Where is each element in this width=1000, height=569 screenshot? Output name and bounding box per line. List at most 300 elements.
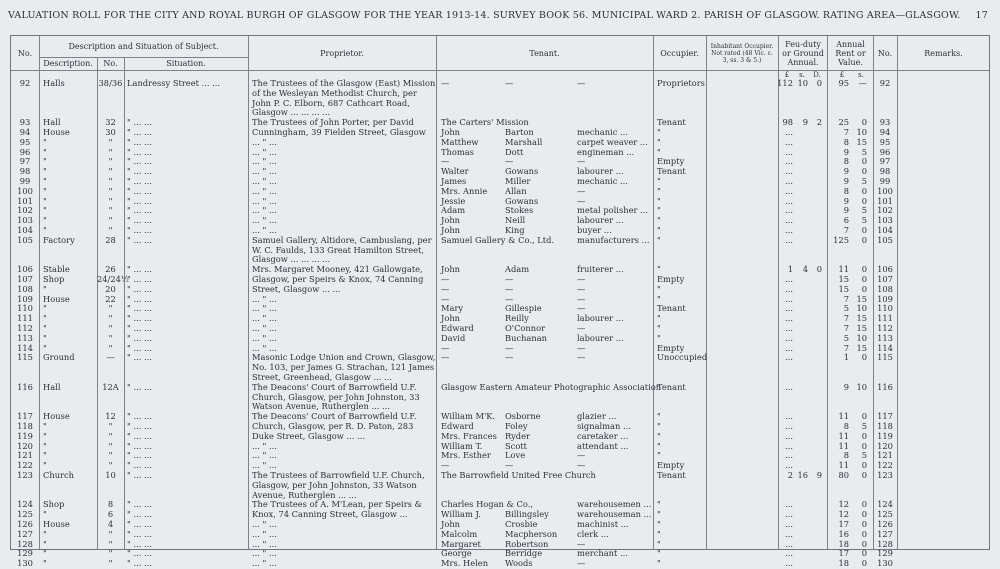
row-rent-shillings: 0 [861,156,867,167]
row-tenant-surname: Crosbie [505,519,538,529]
row-situation: " ... ... [127,225,152,235]
row-occupier: " [657,225,661,235]
row-feu-pounds: ... [785,558,793,569]
row-number: 107 [17,274,33,284]
row-proprietor-line: Street, Greenhead, Glasgow ... ... [252,372,392,382]
row-rent-shillings: 15 [856,323,867,333]
row-proprietor-line: Knox, 74 Canning Street, Glasgow ... [252,509,408,520]
row-description: Shop [43,499,65,510]
row-proprietor-line: ... " ... [252,460,277,471]
row-street-number: 22 [105,293,116,304]
row-rent-shillings: 0 [861,264,867,275]
row-rent-pounds: 11 [838,440,849,451]
row-number-right: 94 [879,127,891,137]
row-number: 112 [17,323,33,333]
row-number-right: 127 [877,528,893,539]
row-street-number: 12A [102,381,119,392]
row-proprietor-line: The Deacons' Court of Barrowfield U.F. [252,411,417,422]
row-tenant-occupation: manufacturers ... [577,234,650,245]
row-proprietor-line: ... " ... [252,205,277,216]
row-occupier: " [657,509,661,520]
row-number: 99 [19,176,31,186]
row-situation: " ... ... [127,313,152,324]
row-street-number: 30 [105,127,116,137]
row-feu-pounds: ... [785,313,793,324]
row-tenant-surname: Neill [505,215,526,226]
row-street-number: " [108,440,113,451]
row-proprietor-line: W. C. Faulds, 133 Great Hamilton Street, [252,244,424,255]
row-situation: " ... ... [127,146,152,157]
column-divider [124,57,125,549]
row-feu-pounds: ... [785,450,793,461]
row-feu-pounds: 2 [787,470,793,480]
row-proprietor-line: ... " ... [252,215,277,226]
row-situation: " ... ... [127,156,152,167]
row-occupier: " [657,411,661,422]
row-tenant-occupation: — [577,78,586,88]
row-description: " [43,509,47,520]
row-situation: " ... ... [127,421,152,431]
row-proprietor-line: Glasgow ... ... ... ... [252,254,331,265]
row-proprietor-line: ... " ... [252,323,277,333]
row-description: " [43,156,47,167]
row-rent-pounds: 9 [843,381,849,392]
row-tenant-name: Mrs. Helen [441,558,489,569]
currency-pence: D. [813,71,821,79]
row-feu-pence: 2 [816,117,822,128]
row-street-number: " [108,205,113,216]
row-feu-pounds: ... [785,509,793,520]
row-rent-shillings: 0 [861,548,867,559]
row-proprietor-line: ... " ... [252,136,277,147]
row-occupier: Empty [657,460,685,471]
row-tenant-name: Adam [441,205,466,216]
row-tenant-name: Samuel Gallery & Co., Ltd. [441,234,555,245]
row-street-number: 20 [105,283,116,294]
row-tenant-occupation: metal polisher ... [577,205,648,216]
row-proprietor-line: ... " ... [252,195,277,206]
row-description: " [43,205,47,216]
row-description: " [43,440,47,451]
row-occupier: " [657,127,661,137]
row-description: " [43,430,47,441]
row-number: 95 [19,136,31,147]
row-rent-pounds: 9 [843,176,849,186]
row-number: 109 [17,293,33,304]
currency-pounds: £ [784,71,790,79]
row-rent-shillings: 15 [856,342,867,353]
header-number: No. [103,59,118,68]
row-rent-pounds: 9 [843,146,849,157]
row-street-number: 32 [105,117,116,128]
row-proprietor-line: Samuel Gallery, Altidore, Cambuslang, per [252,234,432,245]
row-tenant-name: — [441,293,450,304]
row-situation: " ... ... [127,342,152,353]
row-description: " [43,538,47,549]
row-description: " [43,528,47,539]
row-number: 108 [17,283,33,294]
row-feu-shillings: 10 [797,78,808,88]
row-street-number: 24/24½ [97,274,129,284]
row-number: 123 [17,470,33,480]
row-tenant-name: John [441,519,461,529]
row-number: 120 [17,440,33,451]
row-rent-pounds: 125 [833,234,849,245]
row-rent-pounds: 8 [843,185,849,196]
row-rent-pounds: 11 [838,411,849,422]
row-number-right: 121 [877,450,893,461]
row-tenant-surname: Osborne [505,411,541,422]
row-tenant-occupation: — [577,156,586,167]
row-number: 114 [17,342,33,353]
row-description: " [43,421,47,431]
row-number: 103 [17,215,33,226]
row-situation: " ... ... [127,499,152,510]
row-description: " [43,185,47,196]
row-tenant-occupation: — [577,274,586,284]
row-tenant-name: Jessie [441,195,466,206]
row-tenant-surname: Reilly [505,313,529,324]
row-feu-shillings: 9 [802,117,808,128]
row-description: Stable [43,264,70,275]
row-tenant-occupation: labourer ... [577,332,624,343]
header-remarks: Remarks. [924,48,963,58]
row-occupier: Tenant [657,470,686,480]
row-proprietor-line: The Trustees of the Glasgow (East) Mission [252,78,436,88]
row-tenant-occupation: signalman ... [577,421,631,431]
row-occupier: Empty [657,156,685,167]
row-number: 110 [17,303,33,314]
row-occupier: " [657,283,661,294]
row-proprietor-line: ... " ... [252,440,277,451]
row-description: " [43,548,47,559]
row-rent-pounds: 7 [843,293,849,304]
row-tenant-name: — [441,78,450,88]
row-number-right: 118 [877,421,893,431]
row-tenant-surname: Gowans [505,195,539,206]
row-rent-pounds: 7 [843,313,849,324]
row-tenant-name: The Carters' Mission [441,117,529,128]
row-number-right: 115 [877,352,893,363]
header-description: Description. [43,59,93,68]
row-number-right: 110 [877,303,893,314]
currency-shillings: s. [858,71,864,79]
row-description: " [43,166,47,177]
row-proprietor-line: ... " ... [252,176,277,186]
row-proprietor-line: ... " ... [252,303,277,314]
row-description: House [43,411,70,422]
row-rent-shillings: 0 [861,274,867,284]
row-occupier: " [657,205,661,216]
row-number-right: 100 [877,185,893,196]
row-street-number: " [108,460,113,471]
row-street-number: " [108,548,113,559]
row-rent-pounds: 15 [838,274,849,284]
row-tenant-name: Margaret [441,538,481,549]
row-feu-pounds: ... [785,519,793,529]
row-situation: " ... ... [127,450,152,461]
row-number: 98 [19,166,31,177]
row-street-number: " [108,225,113,235]
row-occupier: " [657,440,661,451]
row-rent-shillings: 10 [856,332,867,343]
row-tenant-occupation: labourer ... [577,215,624,226]
row-description: Church [43,470,74,480]
row-tenant-surname: Barton [505,127,534,137]
row-occupier: Tenant [657,381,686,392]
valuation-table [10,35,990,569]
row-proprietor-line: ... " ... [252,166,277,177]
row-proprietor-line: The Trustees of A. M'Lean, per Speirs & [252,499,422,510]
row-proprietor-line: Cunningham, 39 Fielden Street, Glasgow [252,127,426,137]
row-situation: " ... ... [127,411,152,422]
row-street-number: 6 [107,509,114,520]
row-occupier: " [657,234,661,245]
row-number-right: 109 [877,293,893,304]
row-rent-shillings: 0 [861,117,867,128]
row-tenant-name: Mrs. Annie [441,185,488,196]
row-tenant-name: Mary [441,303,464,314]
row-tenant-surname: Billingsley [505,509,549,520]
row-number: 102 [17,205,33,216]
row-number-right: 104 [877,225,893,235]
row-situation: " ... ... [127,440,152,451]
row-tenant-name: William T. [441,440,483,451]
row-tenant-occupation: warehouseman ... [577,509,652,520]
row-description: " [43,215,47,226]
row-tenant-name: William J. [441,509,481,520]
row-rent-pounds: 12 [838,509,849,520]
row-number: 106 [17,264,33,275]
row-situation: " ... ... [127,470,152,480]
row-number-right: 116 [877,381,893,392]
row-number: 125 [17,509,33,520]
row-occupier: " [657,421,661,431]
row-tenant-occupation: — [577,342,586,353]
row-description: House [43,127,70,137]
row-tenant-name: Mrs. Esther [441,450,491,461]
row-street-number: " [108,421,113,431]
row-tenant-occupation: — [577,293,586,304]
row-proprietor-line: ... " ... [252,185,277,196]
row-rent-shillings: 15 [856,136,867,147]
row-tenant-name: The Barrowfield United Free Church [441,470,596,480]
row-feu-pounds: 112 [777,78,793,88]
row-feu-pounds: ... [785,205,793,216]
row-rent-shillings: 0 [861,195,867,206]
row-number-right: 97 [879,156,891,167]
row-proprietor-line: Avenue, Rutherglen ... ... [252,489,357,500]
row-tenant-occupation: machinist ... [577,519,629,529]
row-feu-pounds: ... [785,430,793,441]
row-occupier: " [657,146,661,157]
row-proprietor-line: ... " ... [252,332,277,343]
row-proprietor-line: The Deacons' Court of Barrowfield U.F. [252,381,417,392]
row-tenant-occupation: attendant ... [577,440,629,451]
row-tenant-name: Matthew [441,136,479,147]
row-feu-shillings: 4 [802,264,808,275]
row-tenant-name: Thomas [441,146,474,157]
row-rent-pounds: 6 [843,215,849,226]
row-feu-pence: 9 [816,470,822,480]
row-description: " [43,136,47,147]
row-proprietor-line: Mrs. Margaret Mooney, 421 Gallowgate, [252,264,423,275]
row-tenant-surname: Ryder [505,430,530,441]
row-street-number: " [108,430,113,441]
row-tenant-occupation: labourer ... [577,313,624,324]
row-rent-pounds: 15 [838,283,849,294]
row-occupier: " [657,185,661,196]
row-tenant-surname: — [505,460,514,471]
row-tenant-surname: Gowans [505,166,539,177]
row-rent-shillings: 0 [861,558,867,569]
row-feu-shillings: 16 [797,470,808,480]
row-feu-pounds: ... [785,127,793,137]
row-situation: " ... ... [127,460,152,471]
row-number-right: 112 [877,323,893,333]
row-description: " [43,176,47,186]
row-situation: " ... ... [127,548,152,559]
row-tenant-occupation: clerk ... [577,528,609,539]
row-number: 124 [17,499,33,510]
row-proprietor-line: ... " ... [252,519,277,529]
header-no-right: No. [877,48,893,58]
row-tenant-surname: — [505,352,514,363]
row-feu-pounds: ... [785,234,793,245]
row-number-right: 102 [877,205,893,216]
row-number-right: 111 [877,313,893,324]
row-feu-pounds: ... [785,440,793,451]
row-number-right: 124 [877,499,893,510]
row-feu-pounds: ... [785,332,793,343]
row-street-number: " [108,342,113,353]
row-tenant-occupation: — [577,195,586,206]
row-street-number: 26 [105,264,116,275]
row-occupier: " [657,136,661,147]
row-occupier: " [657,548,661,559]
row-number: 96 [19,146,31,157]
row-rent-pounds: 8 [843,156,849,167]
row-number-right: 119 [877,430,893,441]
row-rent-shillings: 0 [861,538,867,549]
row-number-right: 93 [879,117,891,128]
row-number-right: 108 [877,283,893,294]
row-proprietor-line: ... " ... [252,313,277,324]
row-feu-pounds: 98 [782,117,793,128]
row-occupier: " [657,499,661,510]
row-tenant-occupation: — [577,323,586,333]
row-number-right: 106 [877,264,893,275]
row-proprietor-line: ... " ... [252,156,277,167]
row-rent-pounds: 95 [838,78,849,88]
row-rent-pounds: 11 [838,430,849,441]
header-tenant: Tenant. [529,48,560,58]
row-street-number: " [108,538,113,549]
header-proprietor: Proprietor. [320,48,364,58]
row-rent-pounds: 8 [843,421,849,431]
row-tenant-surname: Macpherson [505,528,558,539]
row-occupier: Proprietors [657,78,705,88]
row-street-number: " [108,313,113,324]
row-situation: " ... ... [127,293,152,304]
row-tenant-occupation: — [577,558,586,569]
row-number: 115 [17,352,33,363]
row-rent-pounds: 18 [838,538,849,549]
row-number-right: 98 [879,166,891,177]
row-situation: " ... ... [127,195,152,206]
row-tenant-surname: — [505,283,514,294]
row-number: 93 [19,117,31,128]
row-rent-shillings: 0 [861,460,867,471]
row-feu-pounds: ... [785,499,793,510]
row-occupier: " [657,323,661,333]
column-divider [39,36,40,549]
row-tenant-surname: Foley [505,421,528,431]
row-occupier: Empty [657,274,685,284]
row-number: 101 [17,195,33,206]
row-rent-pounds: 1 [843,352,849,363]
row-feu-pounds: ... [785,156,793,167]
row-tenant-surname: King [505,225,525,235]
row-street-number: " [108,136,113,147]
row-situation: " ... ... [127,332,152,343]
row-rent-pounds: 7 [843,323,849,333]
row-tenant-occupation: — [577,538,586,549]
row-tenant-surname: Marshall [505,136,543,147]
row-proprietor-line: No. 103, per James G. Strachan, 121 James [252,362,435,373]
row-situation: " ... ... [127,166,152,177]
row-rent-pounds: 11 [838,460,849,471]
row-rent-shillings: 0 [861,352,867,363]
row-tenant-name: Malcolm [441,528,478,539]
row-occupier: Tenant [657,117,686,128]
row-tenant-surname: — [505,78,514,88]
row-number-right: 123 [877,470,893,480]
row-tenant-name: John [441,225,461,235]
row-situation: " ... ... [127,215,152,226]
row-number-right: 107 [877,274,893,284]
row-occupier: " [657,558,661,569]
row-rent-pounds: 7 [843,342,849,353]
row-number-right: 120 [877,440,893,451]
row-occupier: " [657,293,661,304]
row-street-number: 4 [107,519,114,529]
currency-shillings: s. [799,71,805,79]
row-tenant-occupation: buyer ... [577,225,612,235]
row-feu-pounds: ... [785,195,793,206]
row-tenant-surname: Allan [505,185,527,196]
row-situation: " ... ... [127,205,152,216]
row-street-number: " [108,528,113,539]
row-tenant-surname: Buchanan [505,332,548,343]
row-tenant-name: George [441,548,472,559]
row-tenant-name: John [441,313,461,324]
row-tenant-name: Edward [441,421,474,431]
row-rent-pounds: 8 [843,450,849,461]
row-number-right: 125 [877,509,893,520]
row-number-right: 126 [877,519,893,529]
row-rent-shillings: 5 [861,421,867,431]
row-rent-pounds: 17 [838,519,849,529]
row-street-number: 8 [107,499,114,510]
row-description: " [43,332,47,343]
row-rent-shillings: 0 [861,470,867,480]
row-number-right: 113 [877,332,893,343]
row-feu-pounds: ... [785,381,793,392]
row-street-number: — [106,352,115,363]
row-rent-shillings: 0 [861,440,867,451]
row-proprietor-line: The Trustees of Barrowfield U.F. Church, [252,470,425,480]
